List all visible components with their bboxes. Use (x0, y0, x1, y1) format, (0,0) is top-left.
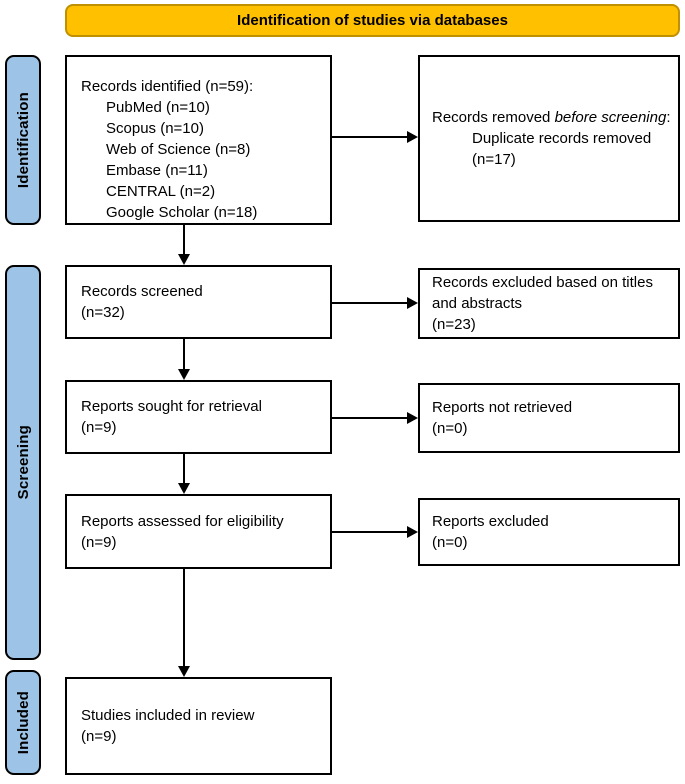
database-list (106, 97, 322, 223)
box-reports-not-retrieved (418, 383, 680, 453)
banner-databases (65, 4, 680, 37)
stage-screening (5, 265, 41, 660)
box-records-excluded (418, 268, 680, 339)
arrow-head-right-icon (407, 297, 418, 309)
arrow-line (183, 339, 185, 371)
records-screened-count: (n=32) (81, 304, 125, 321)
arrow-head-down-icon (178, 483, 190, 494)
studies-included-count: (n=9) (81, 728, 117, 745)
box-reports-assessed (65, 494, 332, 569)
arrow-head-right-icon (407, 526, 418, 538)
database-item-embase: Embase (n=11) (106, 162, 208, 179)
arrow-line (332, 531, 409, 533)
database-item-scopus: Scopus (n=10) (106, 120, 204, 137)
box-reports-sought (65, 380, 332, 454)
arrow-head-down-icon (178, 254, 190, 265)
records-identified-heading: Records identified (n=59): (81, 78, 254, 95)
arrow-line (332, 417, 409, 419)
stage-included-label: Included (14, 690, 32, 755)
studies-included-text: Studies included in review (81, 707, 255, 724)
arrow-line (183, 569, 185, 667)
database-item-central: CENTRAL (n=2) (106, 183, 216, 200)
records-screened-text: Records screened (81, 283, 203, 300)
reports-assessed-text: Reports assessed for eligibility (81, 512, 284, 530)
arrow-head-down-icon (178, 666, 190, 677)
records-removed-italic: before screening (554, 109, 667, 126)
stage-included (5, 670, 41, 775)
database-item-pubmed: PubMed (n=10) (106, 99, 210, 116)
records-excluded-count: (n=23) (432, 316, 476, 333)
stage-identification (5, 55, 41, 225)
arrow-line (183, 454, 185, 485)
arrow-line (183, 225, 185, 256)
reports-not-retrieved-count: (n=0) (432, 420, 468, 437)
box-records-screened (65, 265, 332, 339)
records-removed-detail: Duplicate records removed (n=17) (472, 130, 652, 168)
records-removed-suffix: : (666, 109, 671, 126)
reports-sought-text: Reports sought for retrieval (81, 398, 262, 415)
arrow-head-right-icon (407, 131, 418, 143)
arrow-line (332, 302, 409, 304)
reports-excluded-text: Reports excluded (432, 513, 549, 530)
stage-screening-label: Screening (14, 425, 32, 500)
banner-title: Identification of studies via databases (237, 12, 508, 29)
box-reports-excluded (418, 498, 680, 566)
stage-identification-label: Identification (14, 91, 32, 189)
database-item-google-scholar: Google Scholar (n=18) (106, 204, 258, 221)
database-item-web-of-science: Web of Science (n=8) (106, 141, 251, 158)
arrow-head-down-icon (178, 369, 190, 380)
reports-not-retrieved-text: Reports not retrieved (432, 399, 573, 416)
box-studies-included (65, 677, 332, 775)
box-records-identified (65, 55, 332, 225)
box-records-removed (418, 55, 680, 222)
records-removed-prefix: Records removed (432, 109, 555, 126)
records-excluded-text: Records excluded based on titles and abstracts (432, 274, 653, 312)
records-removed-heading (432, 107, 672, 128)
reports-assessed-count: (n=9) (81, 533, 117, 551)
arrow-line (332, 136, 409, 138)
arrow-head-right-icon (407, 412, 418, 424)
reports-sought-count: (n=9) (81, 419, 117, 436)
reports-excluded-count: (n=0) (432, 534, 468, 551)
